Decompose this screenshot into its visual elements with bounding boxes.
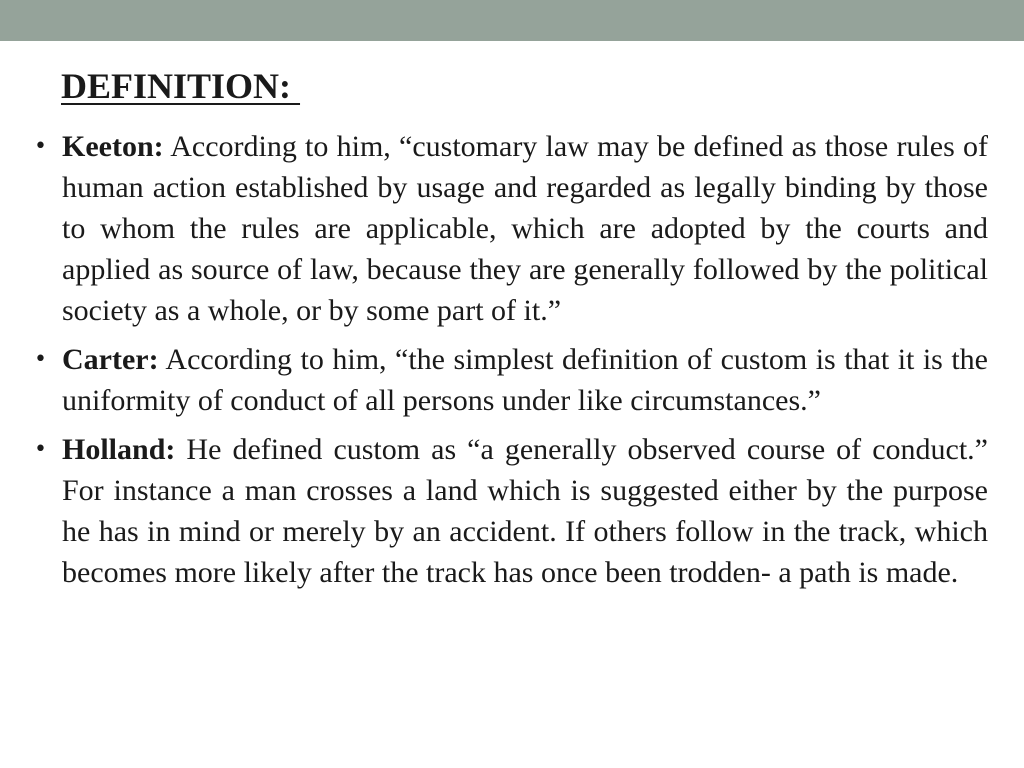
bullet-list bbox=[30, 126, 988, 601]
bullet-dot-icon: • bbox=[34, 437, 47, 462]
slide-title: DEFINITION: bbox=[61, 66, 301, 106]
bullet-dot-icon: • bbox=[34, 347, 47, 372]
bullet-holland bbox=[30, 429, 988, 593]
bullet-carter bbox=[30, 339, 988, 421]
bullet-keeton bbox=[30, 126, 988, 331]
bullet-author-name: Holland: bbox=[62, 433, 176, 466]
bullet-text: He defined custom as “a generally observed course of conduct.” For instance a man crosses a land which is suggested either by the purpose he has in mind or merely by an accident. If others follow in the track, which becomes more likely after the track has once been trodden- a path is made. bbox=[62, 433, 988, 589]
bullet-author-name: Carter: bbox=[62, 343, 159, 376]
bullet-text: According to him, “customary law may be defined as those rules of human action established by usage and regarded as legally binding by those to whom the rules are applicable, which are adopted by the courts and applied as source of law, because they are generally followed by the political society as a whole, or by some part of it.” bbox=[62, 130, 988, 327]
bullet-author-name: Keeton: bbox=[62, 130, 164, 163]
bullet-text: According to him, “the simplest definition of custom is that it is the uniformity of conduct of all persons under like circumstances.” bbox=[62, 343, 988, 417]
top-accent-bar bbox=[0, 0, 1024, 41]
bullet-dot-icon: • bbox=[34, 134, 47, 159]
